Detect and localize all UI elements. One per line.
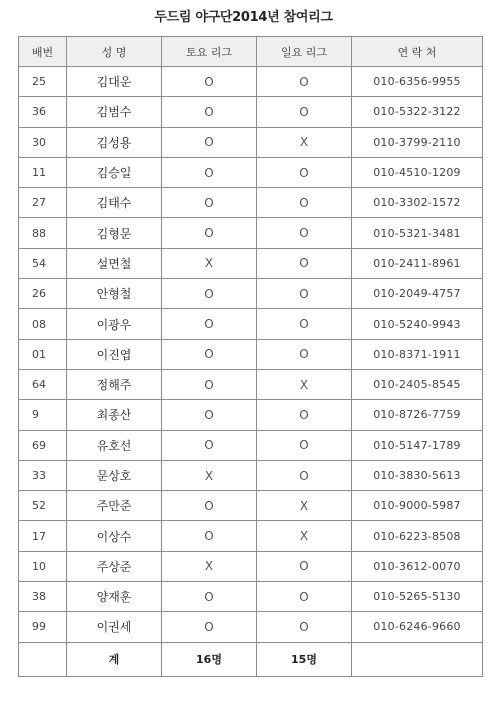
header-name: 성 명 bbox=[67, 37, 162, 67]
saturday-league-mark: O bbox=[162, 339, 257, 369]
player-name: 김범수 bbox=[67, 97, 162, 127]
saturday-league-mark: O bbox=[162, 157, 257, 187]
sunday-league-mark: X bbox=[257, 369, 352, 399]
player-phone: 010-8726-7759 bbox=[352, 400, 483, 430]
sunday-league-mark: O bbox=[257, 551, 352, 581]
saturday-league-mark: O bbox=[162, 309, 257, 339]
sunday-league-mark: O bbox=[257, 339, 352, 369]
player-phone: 010-3302-1572 bbox=[352, 188, 483, 218]
table-row bbox=[19, 248, 483, 278]
player-number: 38 bbox=[19, 582, 67, 612]
player-phone: 010-6223-8508 bbox=[352, 521, 483, 551]
saturday-league-mark: O bbox=[162, 400, 257, 430]
player-phone: 010-2411-8961 bbox=[352, 248, 483, 278]
player-number: 10 bbox=[19, 551, 67, 581]
header-contact: 연 락 처 bbox=[352, 37, 483, 67]
table-row bbox=[19, 157, 483, 187]
player-number: 52 bbox=[19, 491, 67, 521]
player-phone: 010-6356-9955 bbox=[352, 67, 483, 97]
saturday-total: 16명 bbox=[162, 642, 257, 676]
player-number: 64 bbox=[19, 369, 67, 399]
player-name: 유호선 bbox=[67, 430, 162, 460]
player-phone: 010-9000-5987 bbox=[352, 491, 483, 521]
player-name: 김성용 bbox=[67, 127, 162, 157]
sunday-league-mark: O bbox=[257, 218, 352, 248]
saturday-league-mark: O bbox=[162, 369, 257, 399]
sunday-league-mark: O bbox=[257, 97, 352, 127]
player-name: 이광우 bbox=[67, 309, 162, 339]
player-phone: 010-2049-4757 bbox=[352, 279, 483, 309]
player-number: 69 bbox=[19, 430, 67, 460]
sunday-total: 15명 bbox=[257, 642, 352, 676]
player-phone: 010-5321-3481 bbox=[352, 218, 483, 248]
saturday-league-mark: X bbox=[162, 460, 257, 490]
player-name: 설면철 bbox=[67, 248, 162, 278]
player-phone: 010-5147-1789 bbox=[352, 430, 483, 460]
sunday-league-mark: O bbox=[257, 612, 352, 642]
player-number: 01 bbox=[19, 339, 67, 369]
document-title: 두드림 야구단2014년 참여리그 bbox=[154, 10, 333, 25]
player-name: 주상준 bbox=[67, 551, 162, 581]
table-row bbox=[19, 67, 483, 97]
player-number: 88 bbox=[19, 218, 67, 248]
header-sunday-league: 일요 리그 bbox=[257, 37, 352, 67]
table-row bbox=[19, 612, 483, 642]
sunday-league-mark: O bbox=[257, 157, 352, 187]
player-name: 안형철 bbox=[67, 279, 162, 309]
player-name: 김승일 bbox=[67, 157, 162, 187]
table-row bbox=[19, 521, 483, 551]
saturday-league-mark: O bbox=[162, 582, 257, 612]
sunday-league-mark: O bbox=[257, 248, 352, 278]
table-row bbox=[19, 188, 483, 218]
saturday-league-mark: O bbox=[162, 612, 257, 642]
table-row bbox=[19, 582, 483, 612]
player-number: 17 bbox=[19, 521, 67, 551]
player-phone: 010-5322-3122 bbox=[352, 97, 483, 127]
player-phone: 010-2405-8545 bbox=[352, 369, 483, 399]
player-number: 27 bbox=[19, 188, 67, 218]
table-row bbox=[19, 339, 483, 369]
saturday-league-mark: O bbox=[162, 430, 257, 460]
header-number: 배번 bbox=[19, 37, 67, 67]
player-phone: 010-3830-5613 bbox=[352, 460, 483, 490]
sunday-league-mark: X bbox=[257, 127, 352, 157]
table-row bbox=[19, 369, 483, 399]
saturday-league-mark: O bbox=[162, 97, 257, 127]
table-row bbox=[19, 309, 483, 339]
player-name: 김형문 bbox=[67, 218, 162, 248]
player-phone: 010-3799-2110 bbox=[352, 127, 483, 157]
sunday-league-mark: O bbox=[257, 309, 352, 339]
saturday-league-mark: O bbox=[162, 521, 257, 551]
player-name: 이권세 bbox=[67, 612, 162, 642]
player-name: 양재훈 bbox=[67, 582, 162, 612]
sunday-league-mark: O bbox=[257, 400, 352, 430]
sunday-league-mark: O bbox=[257, 582, 352, 612]
player-phone: 010-5265-5130 bbox=[352, 582, 483, 612]
player-phone: 010-3612-0070 bbox=[352, 551, 483, 581]
table-row bbox=[19, 97, 483, 127]
player-name: 김태수 bbox=[67, 188, 162, 218]
player-name: 문상호 bbox=[67, 460, 162, 490]
header-saturday-league: 토요 리그 bbox=[162, 37, 257, 67]
player-number: 26 bbox=[19, 279, 67, 309]
saturday-league-mark: O bbox=[162, 218, 257, 248]
player-phone: 010-5240-9943 bbox=[352, 309, 483, 339]
table-row bbox=[19, 279, 483, 309]
table-row bbox=[19, 491, 483, 521]
player-name: 주만준 bbox=[67, 491, 162, 521]
player-phone: 010-6246-9660 bbox=[352, 612, 483, 642]
player-name: 김대운 bbox=[67, 67, 162, 97]
total-label: 계 bbox=[67, 642, 162, 676]
table-row bbox=[19, 127, 483, 157]
saturday-league-mark: X bbox=[162, 551, 257, 581]
sunday-league-mark: O bbox=[257, 460, 352, 490]
player-number: 25 bbox=[19, 67, 67, 97]
table-row bbox=[19, 551, 483, 581]
player-name: 이상수 bbox=[67, 521, 162, 551]
table-header bbox=[19, 37, 483, 67]
player-phone: 010-4510-1209 bbox=[352, 157, 483, 187]
saturday-league-mark: O bbox=[162, 127, 257, 157]
table-body bbox=[19, 67, 483, 643]
player-number: 11 bbox=[19, 157, 67, 187]
header-row bbox=[19, 37, 483, 67]
sunday-league-mark: O bbox=[257, 430, 352, 460]
player-number: 99 bbox=[19, 612, 67, 642]
player-number: 08 bbox=[19, 309, 67, 339]
roster-table bbox=[18, 36, 483, 677]
table-row bbox=[19, 400, 483, 430]
player-name: 이진엽 bbox=[67, 339, 162, 369]
total-contact-cell bbox=[352, 642, 483, 676]
saturday-league-mark: X bbox=[162, 248, 257, 278]
saturday-league-mark: O bbox=[162, 67, 257, 97]
player-name: 정해주 bbox=[67, 369, 162, 399]
sunday-league-mark: O bbox=[257, 67, 352, 97]
table-row bbox=[19, 218, 483, 248]
sunday-league-mark: O bbox=[257, 188, 352, 218]
player-number: 36 bbox=[19, 97, 67, 127]
saturday-league-mark: O bbox=[162, 279, 257, 309]
total-number-cell bbox=[19, 642, 67, 676]
player-phone: 010-8371-1911 bbox=[352, 339, 483, 369]
table-row bbox=[19, 430, 483, 460]
sunday-league-mark: X bbox=[257, 491, 352, 521]
player-number: 54 bbox=[19, 248, 67, 278]
sunday-league-mark: X bbox=[257, 521, 352, 551]
saturday-league-mark: O bbox=[162, 491, 257, 521]
total-row bbox=[19, 642, 483, 676]
player-number: 9 bbox=[19, 400, 67, 430]
player-name: 최종산 bbox=[67, 400, 162, 430]
table-footer bbox=[19, 642, 483, 676]
player-number: 30 bbox=[19, 127, 67, 157]
sunday-league-mark: O bbox=[257, 279, 352, 309]
saturday-league-mark: O bbox=[162, 188, 257, 218]
table-row bbox=[19, 460, 483, 490]
player-number: 33 bbox=[19, 460, 67, 490]
